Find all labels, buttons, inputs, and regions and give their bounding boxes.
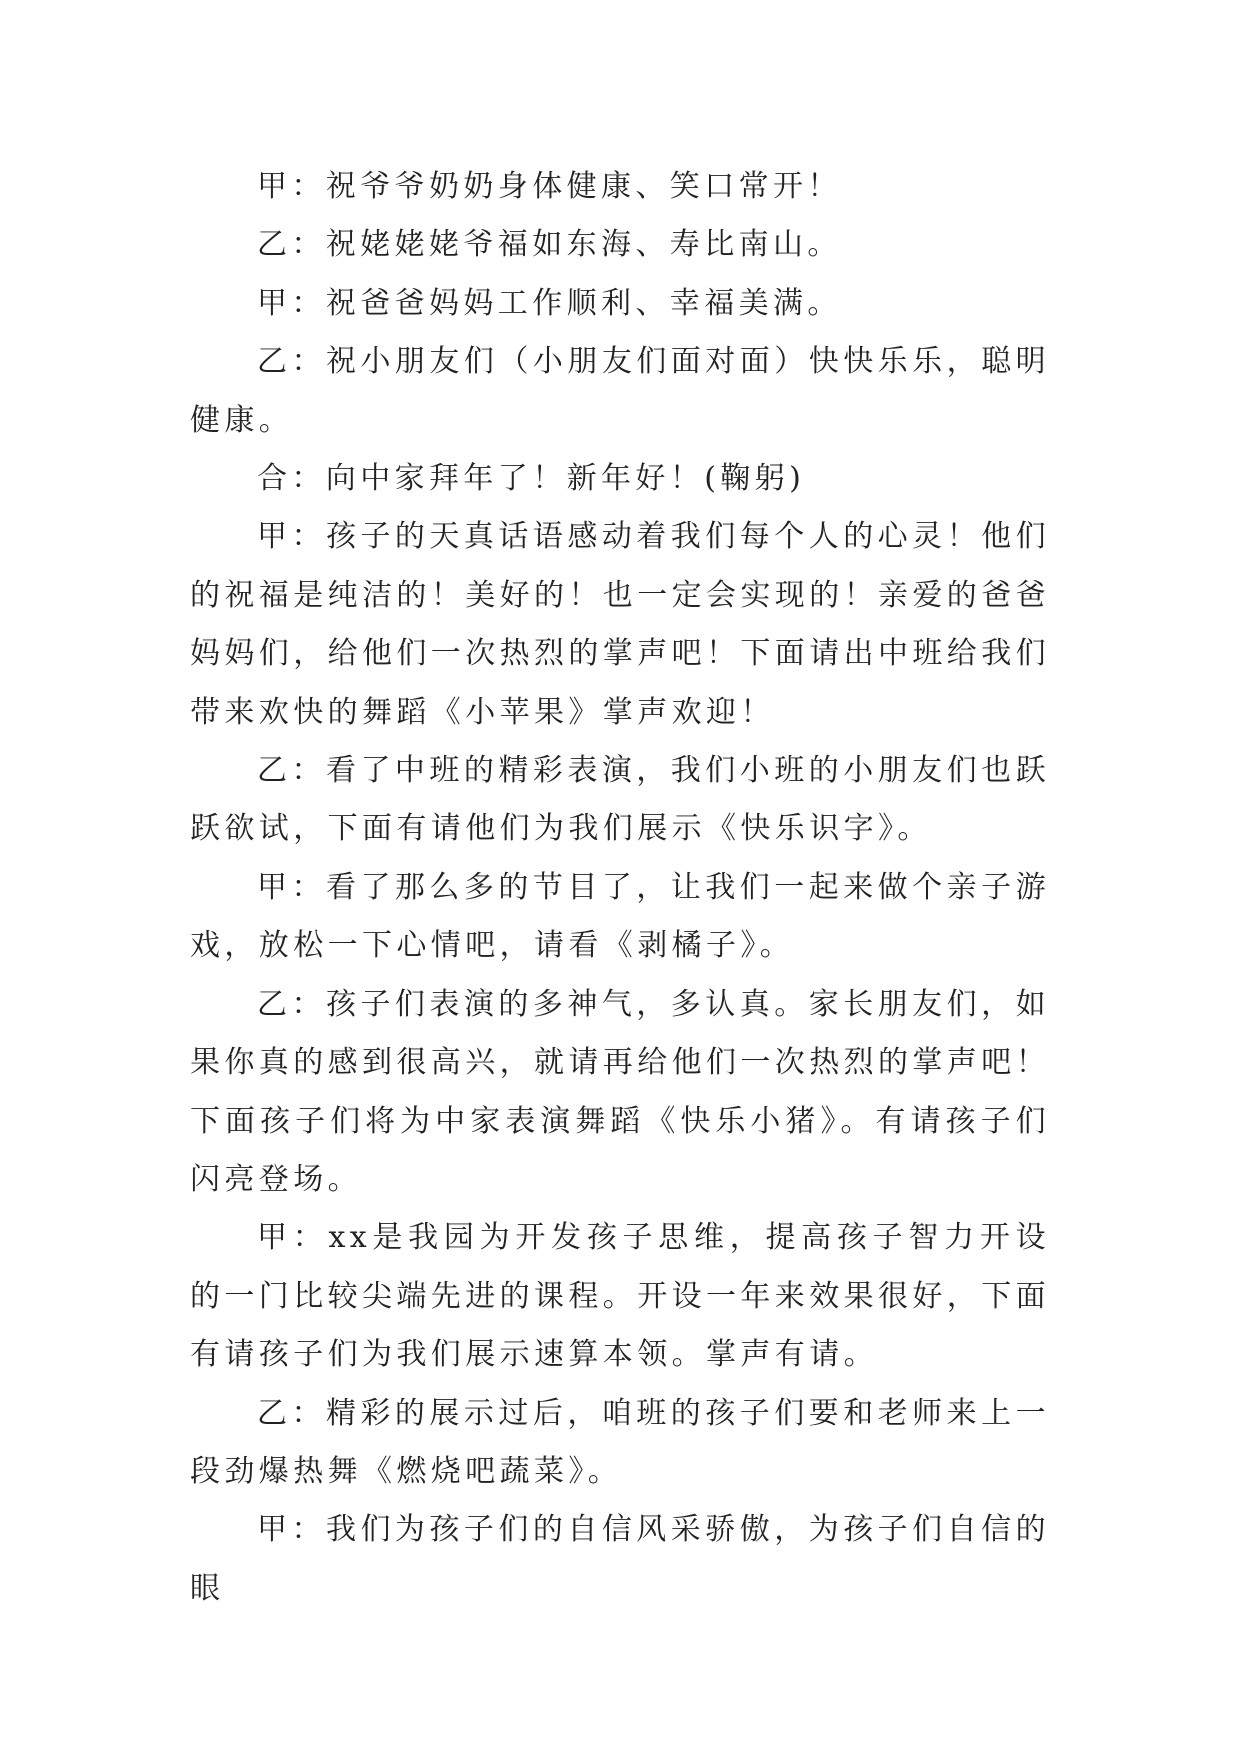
paragraph: 乙：看了中班的精彩表演，我们小班的小朋友们也跃跃欲试，下面有请他们为我们展示《快乐识字》。 (190, 753, 1050, 847)
paragraph: 合：向中家拜年了！新年好！(鞠躬) (257, 461, 806, 497)
paragraph: 甲：看了那么多的节目了，让我们一起来做个亲子游戏，放松一下心情吧，请看《剥橘子》。 (190, 869, 1050, 964)
document-body (190, 158, 1050, 1618)
paragraph: 甲：xx是我园为开发孩子思维，提高孩子智力开设的一门比较尖端先进的课程。开设一年来效果很好，下面有请孩子们为我们展示速算本领。掌声有请。 (190, 1220, 1050, 1373)
paragraph: 乙：精彩的展示过后，咱班的孩子们要和老师来上一段劲爆热舞《燃烧吧蔬菜》。 (190, 1395, 1050, 1489)
paragraph: 乙：祝小朋友们（小朋友们面对面）快快乐乐，聪明健康。 (190, 344, 1050, 438)
paragraph: 乙：祝姥姥姥爷福如东海、寿比南山。 (257, 227, 842, 263)
paragraph: 甲：我们为孩子们的自信风采骄傲，为孩子们自信的眼 (190, 1512, 1050, 1606)
paragraph: 甲：祝爷爷奶奶身体健康、笑口常开！ (257, 169, 842, 204)
paragraph: 甲：孩子的天真话语感动着我们每个人的心灵！他们的祝福是纯洁的！美好的！也一定会实现的！亲爱的爸爸妈妈们，给他们一次热烈的掌声吧！下面请出中班给我们带来欢快的舞蹈《小苹果》掌声欢迎！ (190, 519, 1050, 730)
paragraph: 乙：孩子们表演的多神气，多认真。家长朋友们，如果你真的感到很高兴，就请再给他们一次热烈的掌声吧！下面孩子们将为中家表演舞蹈《快乐小猪》。有请孩子们闪亮登场。 (190, 986, 1050, 1197)
paragraph: 甲：祝爸爸妈妈工作顺利、幸福美满。 (257, 285, 842, 321)
